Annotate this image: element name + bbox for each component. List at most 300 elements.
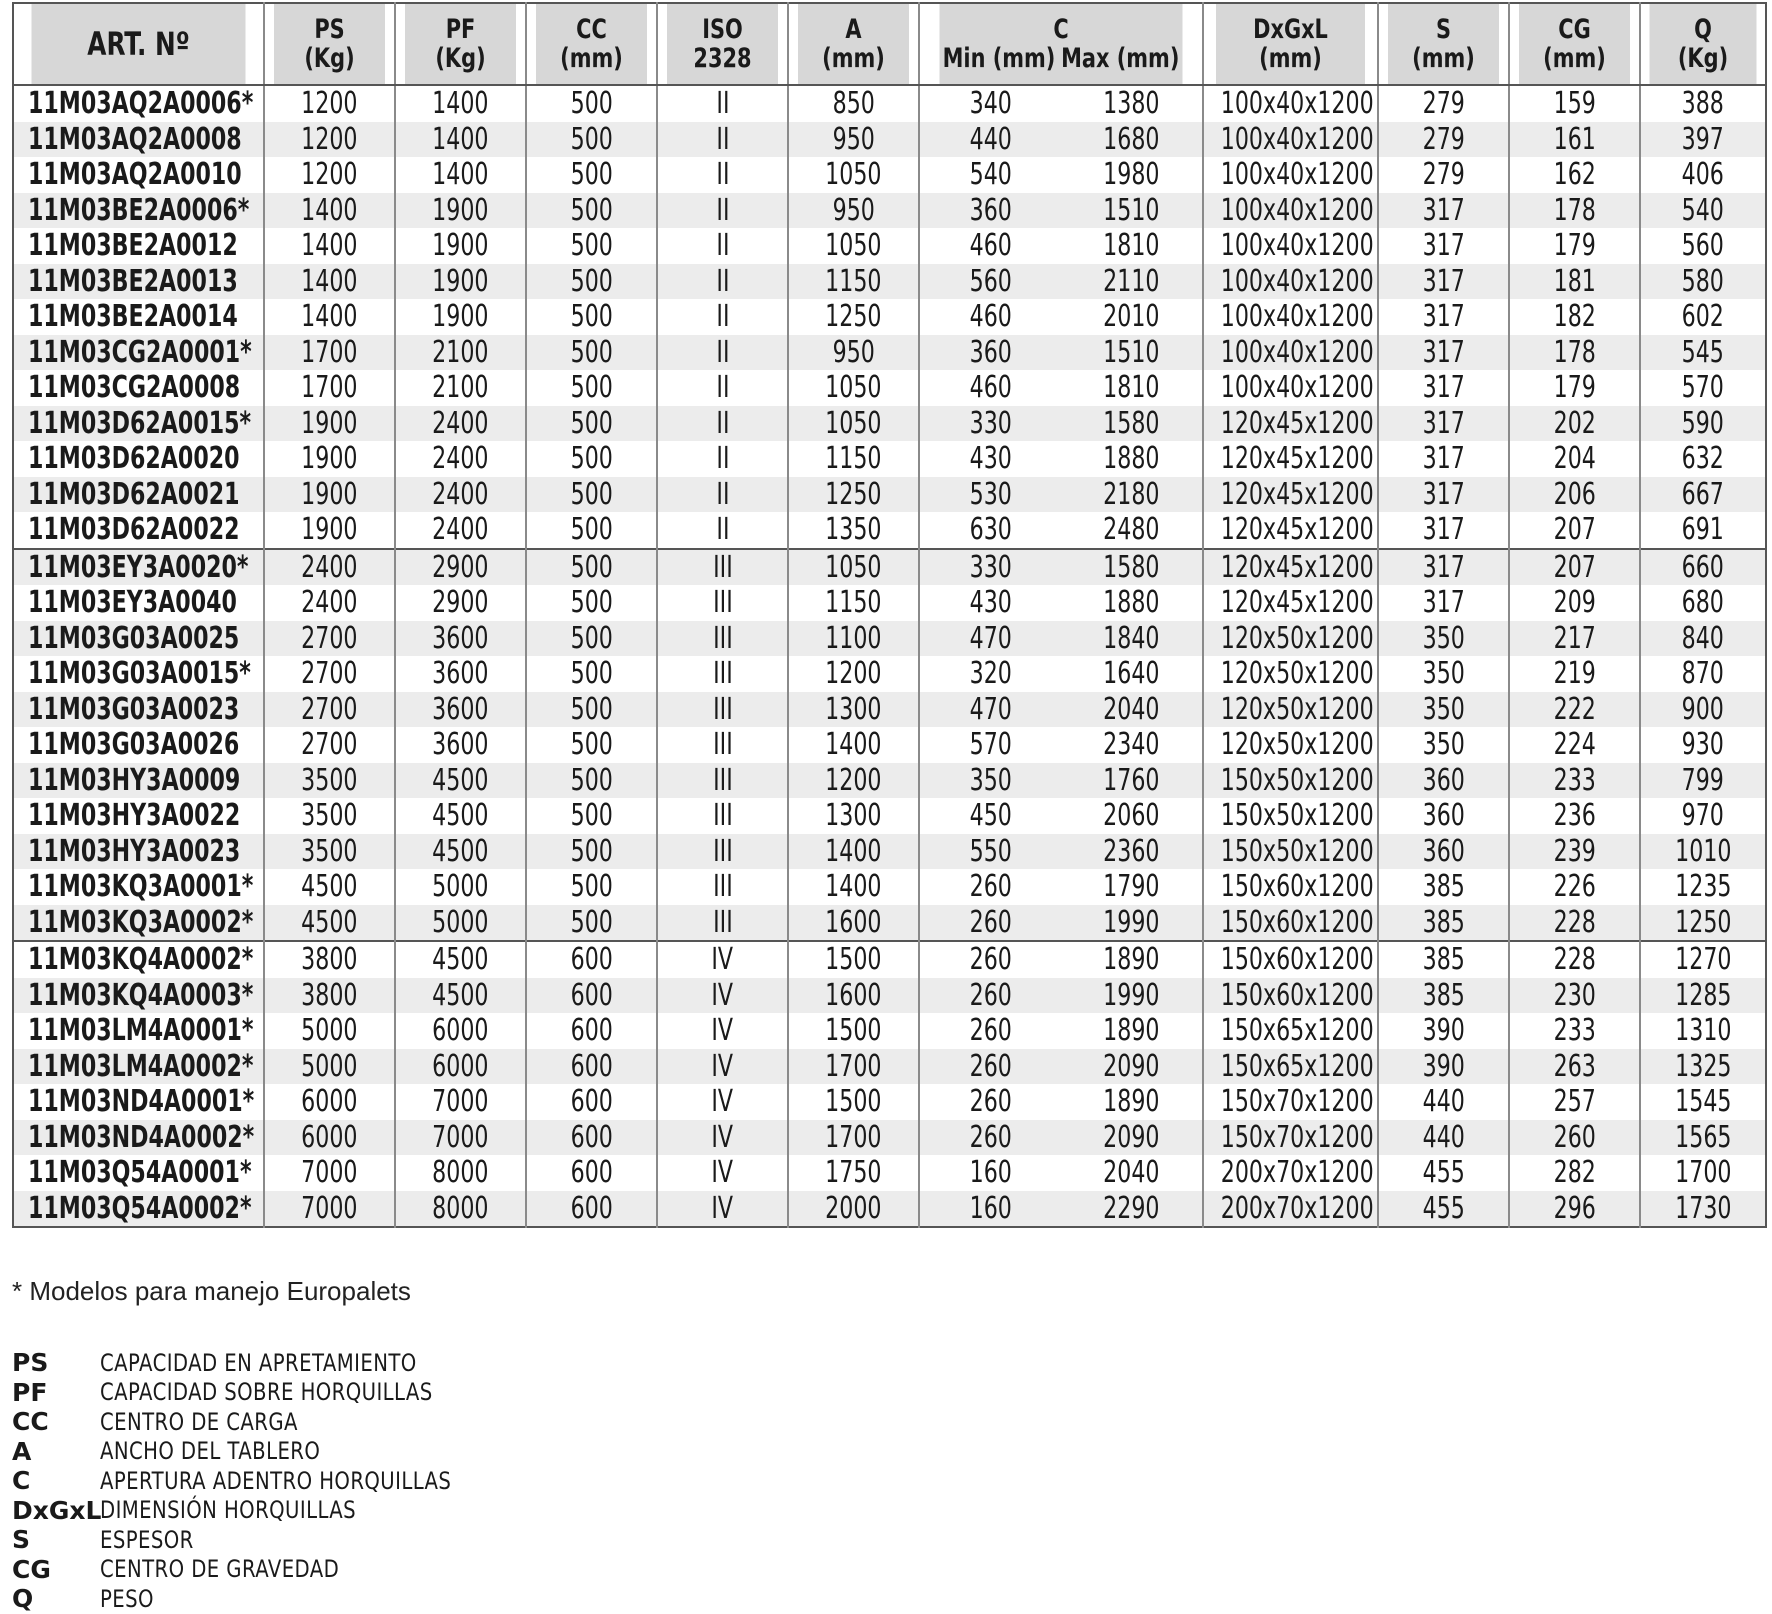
cell-ps: 1400 (264, 193, 395, 229)
legend-desc: ANCHO DEL TABLERO (100, 1437, 321, 1466)
cell-dgl: 120x45x1200 (1203, 549, 1378, 586)
cell-cmax: 2090 (1061, 1120, 1203, 1156)
cell-q: 580 (1640, 264, 1766, 300)
cell-cmin: 530 (919, 477, 1061, 513)
header-c-max: Max (mm) (1061, 43, 1180, 74)
cell-q: 540 (1640, 193, 1766, 229)
cell-art: 11M03BE2A0006* (13, 193, 264, 229)
cell-a: 1700 (788, 1049, 919, 1085)
legend-desc: PESO (100, 1584, 154, 1613)
cell-cmax: 1880 (1061, 585, 1203, 621)
cell-dgl: 100x40x1200 (1203, 228, 1378, 264)
cell-cg: 296 (1509, 1191, 1640, 1228)
cell-a: 1150 (788, 585, 919, 621)
cell-pf: 1900 (395, 264, 526, 300)
cell-ps: 1900 (264, 406, 395, 442)
cell-art: 11M03G03A0015* (13, 656, 264, 692)
cell-cg: 260 (1509, 1120, 1640, 1156)
cell-cmin: 260 (919, 941, 1061, 978)
cell-pf: 1900 (395, 193, 526, 229)
table-row (13, 692, 1766, 728)
cell-a: 1350 (788, 512, 919, 549)
cell-dgl: 120x50x1200 (1203, 692, 1378, 728)
cell-cmin: 460 (919, 299, 1061, 335)
cell-q: 1270 (1640, 941, 1766, 978)
cell-s: 350 (1378, 656, 1509, 692)
cell-cmin: 560 (919, 264, 1061, 300)
table-row (13, 727, 1766, 763)
cell-cmax: 2040 (1061, 692, 1203, 728)
cell-cmin: 450 (919, 798, 1061, 834)
cell-cg: 178 (1509, 335, 1640, 371)
cell-cc: 500 (526, 692, 657, 728)
cell-q: 1250 (1640, 905, 1766, 942)
cell-pf: 1400 (395, 122, 526, 158)
cell-cmax: 2090 (1061, 1049, 1203, 1085)
cell-dgl: 100x40x1200 (1203, 85, 1378, 122)
cell-q: 570 (1640, 370, 1766, 406)
cell-dgl: 100x40x1200 (1203, 193, 1378, 229)
cell-ps: 2700 (264, 621, 395, 657)
cell-s: 317 (1378, 299, 1509, 335)
cell-art: 11M03BE2A0012 (13, 228, 264, 264)
cell-pf: 1900 (395, 299, 526, 335)
cell-q: 691 (1640, 512, 1766, 549)
cell-dgl: 150x60x1200 (1203, 869, 1378, 905)
cell-dgl: 120x45x1200 (1203, 477, 1378, 513)
table-row (13, 549, 1766, 586)
cell-cc: 600 (526, 1191, 657, 1228)
cell-iso: III (657, 656, 788, 692)
cell-s: 317 (1378, 193, 1509, 229)
cell-cg: 159 (1509, 85, 1640, 122)
cell-q: 560 (1640, 228, 1766, 264)
cell-s: 360 (1378, 798, 1509, 834)
cell-cmin: 630 (919, 512, 1061, 549)
cell-cc: 500 (526, 157, 657, 193)
cell-cmin: 350 (919, 763, 1061, 799)
cell-dgl: 100x40x1200 (1203, 264, 1378, 300)
cell-q: 1235 (1640, 869, 1766, 905)
cell-s: 385 (1378, 941, 1509, 978)
cell-s: 317 (1378, 441, 1509, 477)
cell-cmin: 330 (919, 406, 1061, 442)
cell-dgl: 150x65x1200 (1203, 1049, 1378, 1085)
cell-ps: 7000 (264, 1191, 395, 1228)
cell-cc: 600 (526, 1084, 657, 1120)
cell-s: 317 (1378, 370, 1509, 406)
cell-a: 1300 (788, 692, 919, 728)
cell-s: 317 (1378, 335, 1509, 371)
cell-iso: II (657, 193, 788, 229)
cell-q: 680 (1640, 585, 1766, 621)
cell-a: 1600 (788, 978, 919, 1014)
cell-q: 1310 (1640, 1013, 1766, 1049)
cell-cg: 207 (1509, 512, 1640, 549)
cell-cg: 282 (1509, 1155, 1640, 1191)
cell-ps: 3500 (264, 798, 395, 834)
table-row (13, 905, 1766, 942)
table-row (13, 621, 1766, 657)
legend-desc: CENTRO DE CARGA (100, 1407, 298, 1436)
cell-cg: 224 (1509, 727, 1640, 763)
cell-cg: 179 (1509, 370, 1640, 406)
legend-abbr: Q (12, 1584, 34, 1614)
cell-ps: 5000 (264, 1049, 395, 1085)
cell-cg: 230 (1509, 978, 1640, 1014)
table-row (13, 193, 1766, 229)
cell-cmin: 460 (919, 228, 1061, 264)
legend-abbr: C (12, 1466, 31, 1496)
table-row (13, 763, 1766, 799)
cell-s: 317 (1378, 585, 1509, 621)
legend-abbr: CG (12, 1554, 51, 1584)
cell-s: 317 (1378, 228, 1509, 264)
cell-art: 11M03EY3A0020* (13, 549, 264, 586)
cell-dgl: 150x50x1200 (1203, 798, 1378, 834)
cell-cmin: 360 (919, 335, 1061, 371)
cell-a: 1050 (788, 406, 919, 442)
cell-cc: 500 (526, 549, 657, 586)
table-row (13, 1155, 1766, 1191)
cell-s: 350 (1378, 621, 1509, 657)
cell-pf: 8000 (395, 1155, 526, 1191)
cell-q: 397 (1640, 122, 1766, 158)
cell-s: 390 (1378, 1013, 1509, 1049)
cell-pf: 2400 (395, 441, 526, 477)
cell-pf: 5000 (395, 905, 526, 942)
table-row (13, 798, 1766, 834)
cell-a: 1250 (788, 477, 919, 513)
table-row (13, 1084, 1766, 1120)
legend-abbr: PS (12, 1348, 49, 1378)
cell-cmax: 1990 (1061, 978, 1203, 1014)
cell-a: 1400 (788, 834, 919, 870)
cell-art: 11M03HY3A0022 (13, 798, 264, 834)
cell-cmax: 2110 (1061, 264, 1203, 300)
cell-a: 950 (788, 193, 919, 229)
cell-ps: 1400 (264, 264, 395, 300)
table-row (13, 1120, 1766, 1156)
table-row (13, 585, 1766, 621)
cell-cg: 222 (1509, 692, 1640, 728)
table-row (13, 335, 1766, 371)
cell-cg: 181 (1509, 264, 1640, 300)
legend-desc: APERTURA ADENTRO HORQUILLAS (100, 1466, 452, 1495)
cell-cmax: 2290 (1061, 1191, 1203, 1228)
cell-cmin: 160 (919, 1191, 1061, 1228)
cell-q: 406 (1640, 157, 1766, 193)
cell-cc: 500 (526, 656, 657, 692)
cell-a: 1150 (788, 441, 919, 477)
cell-q: 1700 (1640, 1155, 1766, 1191)
cell-ps: 7000 (264, 1155, 395, 1191)
cell-pf: 7000 (395, 1120, 526, 1156)
cell-ps: 5000 (264, 1013, 395, 1049)
cell-pf: 4500 (395, 941, 526, 978)
cell-s: 360 (1378, 834, 1509, 870)
cell-ps: 1400 (264, 299, 395, 335)
cell-iso: II (657, 264, 788, 300)
cell-art: 11M03ND4A0001* (13, 1084, 264, 1120)
cell-iso: III (657, 549, 788, 586)
cell-iso: IV (657, 1084, 788, 1120)
cell-s: 455 (1378, 1191, 1509, 1228)
cell-cc: 600 (526, 1013, 657, 1049)
cell-q: 388 (1640, 85, 1766, 122)
table-header-row (13, 3, 1766, 85)
cell-cc: 600 (526, 1120, 657, 1156)
cell-cg: 162 (1509, 157, 1640, 193)
cell-cmax: 1380 (1061, 85, 1203, 122)
cell-a: 1700 (788, 1120, 919, 1156)
cell-cg: 239 (1509, 834, 1640, 870)
cell-cmax: 2180 (1061, 477, 1203, 513)
cell-pf: 6000 (395, 1013, 526, 1049)
cell-cc: 500 (526, 228, 657, 264)
cell-cmax: 1840 (1061, 621, 1203, 657)
legend-abbr: DxGxL (12, 1495, 102, 1525)
cell-iso: III (657, 869, 788, 905)
cell-dgl: 200x70x1200 (1203, 1155, 1378, 1191)
table-row (13, 834, 1766, 870)
cell-dgl: 150x50x1200 (1203, 763, 1378, 799)
cell-cmin: 470 (919, 692, 1061, 728)
legend-desc: ESPESOR (100, 1525, 194, 1554)
cell-ps: 2700 (264, 692, 395, 728)
cell-iso: II (657, 85, 788, 122)
cell-s: 360 (1378, 763, 1509, 799)
cell-dgl: 150x65x1200 (1203, 1013, 1378, 1049)
cell-cc: 500 (526, 727, 657, 763)
cell-cc: 500 (526, 193, 657, 229)
cell-dgl: 120x45x1200 (1203, 585, 1378, 621)
cell-iso: II (657, 299, 788, 335)
cell-cg: 228 (1509, 905, 1640, 942)
cell-cmin: 360 (919, 193, 1061, 229)
cell-dgl: 150x60x1200 (1203, 941, 1378, 978)
cell-pf: 8000 (395, 1191, 526, 1228)
cell-cmin: 260 (919, 1084, 1061, 1120)
cell-a: 1400 (788, 869, 919, 905)
cell-pf: 3600 (395, 621, 526, 657)
table-row (13, 869, 1766, 905)
cell-pf: 2400 (395, 512, 526, 549)
cell-iso: II (657, 228, 788, 264)
cell-cc: 500 (526, 122, 657, 158)
cell-pf: 1900 (395, 228, 526, 264)
legend-item (12, 1466, 528, 1496)
cell-s: 317 (1378, 549, 1509, 586)
cell-cmax: 1790 (1061, 869, 1203, 905)
header-pf: PF (Kg) (404, 3, 517, 85)
legend-abbr: CC (12, 1407, 49, 1437)
legend-item (12, 1437, 528, 1467)
cell-cc: 500 (526, 299, 657, 335)
footnote: * Modelos para manejo Europalets (12, 1276, 411, 1306)
cell-cmax: 2010 (1061, 299, 1203, 335)
cell-art: 11M03CG2A0001* (13, 335, 264, 371)
cell-cmax: 1810 (1061, 228, 1203, 264)
cell-cc: 500 (526, 512, 657, 549)
cell-q: 1730 (1640, 1191, 1766, 1228)
cell-ps: 1900 (264, 512, 395, 549)
cell-cmax: 1580 (1061, 406, 1203, 442)
cell-cg: 233 (1509, 763, 1640, 799)
cell-a: 1250 (788, 299, 919, 335)
cell-pf: 2100 (395, 370, 526, 406)
table-row (13, 1191, 1766, 1228)
cell-q: 1325 (1640, 1049, 1766, 1085)
legend (12, 1348, 528, 1614)
cell-iso: II (657, 512, 788, 549)
cell-s: 385 (1378, 869, 1509, 905)
cell-q: 1545 (1640, 1084, 1766, 1120)
cell-cmin: 320 (919, 656, 1061, 692)
cell-dgl: 120x45x1200 (1203, 406, 1378, 442)
legend-item (12, 1348, 528, 1378)
header-a: A (mm) (797, 3, 910, 85)
cell-a: 1200 (788, 763, 919, 799)
cell-q: 667 (1640, 477, 1766, 513)
cell-q: 1285 (1640, 978, 1766, 1014)
cell-iso: III (657, 585, 788, 621)
table-row (13, 228, 1766, 264)
cell-ps: 1900 (264, 441, 395, 477)
cell-cmin: 440 (919, 122, 1061, 158)
cell-ps: 3800 (264, 978, 395, 1014)
cell-a: 1150 (788, 264, 919, 300)
cell-dgl: 100x40x1200 (1203, 335, 1378, 371)
cell-cmax: 1510 (1061, 193, 1203, 229)
cell-art: 11M03D62A0015* (13, 406, 264, 442)
cell-dgl: 100x40x1200 (1203, 157, 1378, 193)
cell-art: 11M03D62A0020 (13, 441, 264, 477)
cell-q: 632 (1640, 441, 1766, 477)
cell-iso: III (657, 692, 788, 728)
cell-dgl: 150x70x1200 (1203, 1084, 1378, 1120)
cell-pf: 6000 (395, 1049, 526, 1085)
cell-art: 11M03ND4A0002* (13, 1120, 264, 1156)
cell-iso: III (657, 727, 788, 763)
cell-cc: 500 (526, 406, 657, 442)
cell-cc: 500 (526, 335, 657, 371)
cell-cc: 600 (526, 1155, 657, 1191)
cell-s: 279 (1378, 122, 1509, 158)
header-cg: CG (mm) (1518, 3, 1631, 85)
cell-s: 279 (1378, 157, 1509, 193)
cell-s: 279 (1378, 85, 1509, 122)
cell-ps: 6000 (264, 1084, 395, 1120)
table-body (13, 85, 1766, 1227)
cell-pf: 3600 (395, 727, 526, 763)
cell-ps: 1700 (264, 335, 395, 371)
cell-cmax: 1890 (1061, 1013, 1203, 1049)
legend-item (12, 1525, 528, 1555)
table-row (13, 441, 1766, 477)
cell-iso: IV (657, 1049, 788, 1085)
header-s: S (mm) (1387, 3, 1500, 85)
legend-desc: CAPACIDAD SOBRE HORQUILLAS (100, 1378, 433, 1407)
cell-cmax: 2060 (1061, 798, 1203, 834)
cell-art: 11M03D62A0022 (13, 512, 264, 549)
cell-cg: 257 (1509, 1084, 1640, 1120)
cell-art: 11M03G03A0026 (13, 727, 264, 763)
cell-art: 11M03KQ3A0001* (13, 869, 264, 905)
cell-pf: 7000 (395, 1084, 526, 1120)
cell-cmax: 1880 (1061, 441, 1203, 477)
cell-cc: 600 (526, 941, 657, 978)
cell-cmin: 430 (919, 585, 1061, 621)
cell-ps: 3500 (264, 834, 395, 870)
cell-art: 11M03AQ2A0006* (13, 85, 264, 122)
cell-cmin: 430 (919, 441, 1061, 477)
cell-cg: 233 (1509, 1013, 1640, 1049)
cell-a: 1750 (788, 1155, 919, 1191)
legend-item (12, 1378, 528, 1408)
header-q: Q (Kg) (1649, 3, 1757, 85)
cell-q: 870 (1640, 656, 1766, 692)
cell-cg: 207 (1509, 549, 1640, 586)
spec-table (12, 2, 1767, 1228)
cell-pf: 2900 (395, 549, 526, 586)
cell-cg: 178 (1509, 193, 1640, 229)
cell-pf: 2400 (395, 406, 526, 442)
cell-cmin: 260 (919, 869, 1061, 905)
cell-a: 1500 (788, 941, 919, 978)
cell-a: 850 (788, 85, 919, 122)
cell-ps: 2400 (264, 585, 395, 621)
cell-a: 1200 (788, 656, 919, 692)
table-row (13, 370, 1766, 406)
legend-item (12, 1584, 528, 1614)
table-row (13, 1049, 1766, 1085)
legend-desc: CENTRO DE GRAVEDAD (100, 1555, 340, 1584)
cell-cg: 179 (1509, 228, 1640, 264)
cell-iso: IV (657, 1155, 788, 1191)
cell-cc: 500 (526, 477, 657, 513)
header-dgl: DxGxL (mm) (1215, 3, 1366, 85)
cell-art: 11M03BE2A0013 (13, 264, 264, 300)
table-row (13, 157, 1766, 193)
legend-desc: DIMENSIÓN HORQUILLAS (100, 1496, 357, 1525)
cell-pf: 1400 (395, 85, 526, 122)
cell-cg: 219 (1509, 656, 1640, 692)
cell-iso: IV (657, 1191, 788, 1228)
legend-abbr: A (12, 1436, 32, 1466)
cell-cmin: 260 (919, 1120, 1061, 1156)
cell-iso: III (657, 798, 788, 834)
cell-pf: 2400 (395, 477, 526, 513)
legend-abbr: S (12, 1525, 31, 1555)
cell-a: 1300 (788, 798, 919, 834)
cell-art: 11M03KQ3A0002* (13, 905, 264, 942)
cell-iso: II (657, 157, 788, 193)
cell-ps: 2700 (264, 656, 395, 692)
cell-iso: III (657, 621, 788, 657)
cell-dgl: 120x50x1200 (1203, 621, 1378, 657)
cell-cg: 182 (1509, 299, 1640, 335)
cell-dgl: 120x45x1200 (1203, 441, 1378, 477)
cell-s: 390 (1378, 1049, 1509, 1085)
legend-desc: CAPACIDAD EN APRETAMIENTO (100, 1348, 417, 1377)
header-c-min: Min (mm) (942, 43, 1056, 74)
cell-iso: II (657, 370, 788, 406)
cell-cmin: 260 (919, 1049, 1061, 1085)
cell-cg: 161 (1509, 122, 1640, 158)
cell-cg: 236 (1509, 798, 1640, 834)
cell-cmin: 330 (919, 549, 1061, 586)
